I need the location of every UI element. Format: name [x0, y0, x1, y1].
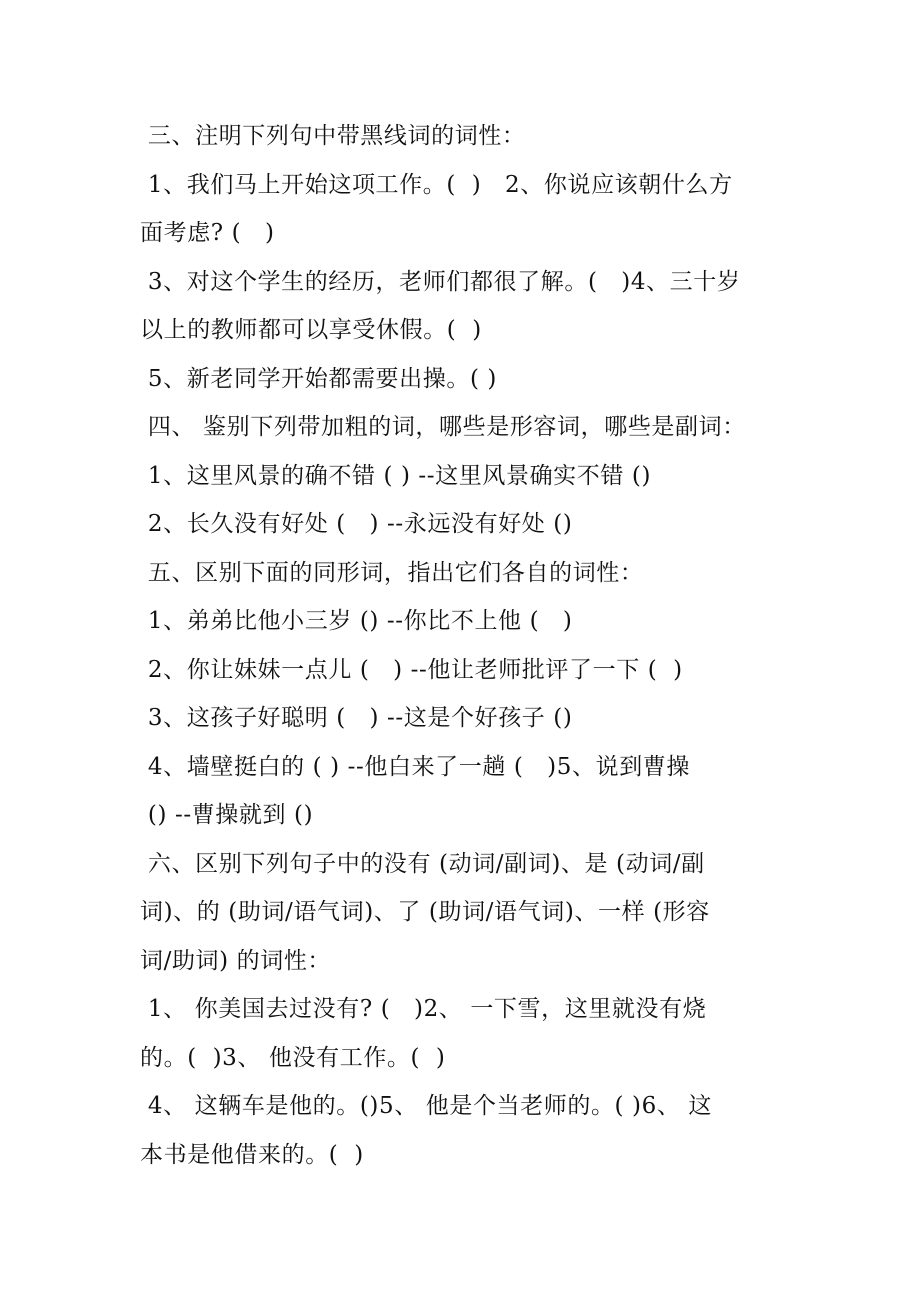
text-line: 3、这孩子好聪明 ( ) --这是个好孩子 (): [140, 705, 573, 731]
text-line: 面考虑? ( ): [140, 220, 275, 246]
section-3-heading: 三、注明下列句中带黑线词的词性：: [140, 123, 526, 149]
text-line: 词)、的 (助词/语气词)、了 (助词/语气词)、一样 (形容: [140, 899, 710, 925]
section-5-heading: 五、区别下面的同形词，指出它们各自的词性：: [140, 559, 644, 586]
text-line: 3、对这个学生的经历，老师们都很了解。( )4、三十岁: [140, 268, 741, 295]
text-line: 词/助词) 的词性：: [140, 947, 332, 974]
text-line: 1、弟弟比他小三岁 () --你比不上他 ( ): [140, 608, 573, 634]
text-line: 2、你让妹妹一点儿 ( ) --他让老师批评了一下 ( ): [140, 656, 683, 683]
text-line: 1、这里风景的确不错 ( ) --这里风景确实不错 (): [140, 462, 652, 489]
section-4-heading: 四、 鉴别下列带加粗的词，哪些是形容词，哪些是副词：: [140, 414, 746, 440]
text-line: 2、长久没有好处 ( ) --永远没有好处 (): [140, 511, 573, 537]
text-line: 1、我们马上开始这项工作。( ) 2、你说应该朝什么方: [140, 171, 733, 198]
text-line: 以上的教师都可以享受休假。( ): [140, 317, 482, 343]
text-line: 4、 这辆车是他的。()5、 他是个当老师的。( )6、 这: [140, 1093, 712, 1119]
text-line: 4、墙壁挺白的 ( ) --他白来了一趟 ( )5、说到曹操: [140, 753, 690, 780]
document-body: [140, 112, 790, 1179]
text-line: 5、新老同学开始都需要出操。( ): [140, 365, 498, 392]
text-line: 的。( )3、 他没有工作。( ): [140, 1044, 446, 1071]
section-6-heading: 六、区别下列句子中的没有 (动词/副词)、是 (动词/副: [140, 850, 705, 877]
text-line: 1、 你美国去过没有? ( )2、 一下雪，这里就没有烧: [140, 996, 707, 1022]
text-line: () --曹操就到 (): [140, 802, 314, 828]
text-line: 本书是他借来的。( ): [140, 1141, 364, 1168]
